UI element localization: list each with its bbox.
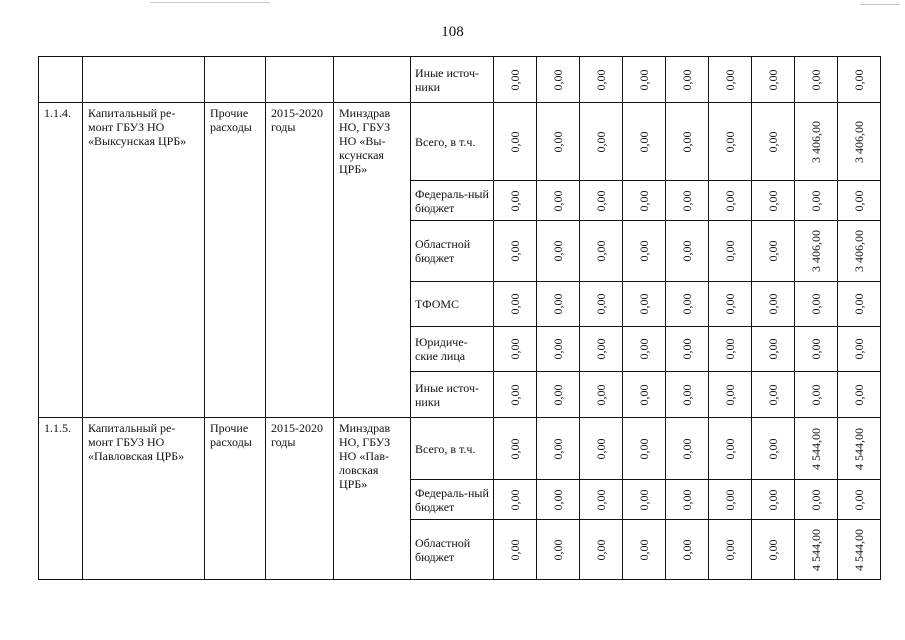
amount-value: 0,00 [637,438,651,459]
scan-artifact-line [860,4,900,5]
project-name-cell [83,57,205,103]
amount-value: 0,00 [551,539,565,560]
value-cell [709,520,752,580]
amount-value: 0,00 [766,384,780,405]
funding-source-cell [411,480,494,520]
amount-value: 0,00 [680,539,694,560]
value-cell [623,103,666,181]
value-cell [623,221,666,282]
value-cell [494,181,537,221]
page-number: 108 [441,24,464,40]
amount-value: 0,00 [809,489,823,510]
value-cell [537,57,580,103]
amount-value: 3 406,00 [852,120,866,163]
amount-value: 0,00 [594,190,608,211]
value-cell [580,282,623,327]
value-cell [494,480,537,520]
value-cell [752,221,795,282]
value-cell [709,103,752,181]
value-cell [580,480,623,520]
amount-value: 0,00 [766,69,780,90]
amount-value: 0,00 [508,190,522,211]
value-cell [623,520,666,580]
amount-value: 0,00 [680,438,694,459]
value-cell [580,327,623,372]
value-cell [838,221,881,282]
funding-source: Федераль-ный бюджет [415,485,489,514]
amount-value: 0,00 [766,293,780,315]
project-name-cell [83,418,205,580]
funding-source-cell [411,520,494,580]
value-cell [494,418,537,480]
value-cell [795,520,838,580]
amount-value: 0,00 [551,190,565,211]
value-cell [838,181,881,221]
value-cell [537,480,580,520]
value-cell [537,520,580,580]
value-cell [537,221,580,282]
expense-type [205,57,265,60]
value-cell [623,57,666,103]
value-cell [752,282,795,327]
amount-value: 0,00 [680,384,694,405]
value-cell [580,418,623,480]
amount-value: 0,00 [594,539,608,560]
amount-value: 0,00 [551,69,565,90]
amount-value: 0,00 [594,438,608,459]
expense-type-cell [205,103,266,418]
amount-value: 0,00 [680,190,694,211]
project-years: 2015-2020 годы [271,421,323,449]
value-cell [709,221,752,282]
funding-source-cell [411,103,494,181]
amount-value: 0,00 [594,131,608,152]
project-years: 2015-2020 годы [271,106,323,134]
amount-value: 3 406,00 [809,120,823,163]
value-cell [580,520,623,580]
expense-type: Прочие расходы [210,421,252,449]
amount-value: 0,00 [852,489,866,510]
value-cell [623,282,666,327]
value-cell [580,57,623,103]
amount-value: 0,00 [680,489,694,510]
amount-value: 0,00 [508,240,522,262]
amount-value: 0,00 [852,293,866,315]
project-name: Капитальный ре-монт ГБУЗ НО «Павловская ЦРБ» [88,421,185,463]
funding-source-cell [411,57,494,103]
value-cell [795,221,838,282]
value-cell [494,103,537,181]
amount-value: 0,00 [594,240,608,262]
amount-value: 0,00 [508,338,522,360]
funding-source: Всего, в т.ч. [415,441,476,456]
value-cell [795,282,838,327]
project-name: Капитальный ре-монт ГБУЗ НО «Выксунская ЦРБ» [88,106,187,148]
amount-value: 0,00 [809,293,823,315]
project-number-cell [39,418,83,580]
value-cell [709,282,752,327]
project-executor-cell [334,103,411,418]
value-cell [795,372,838,418]
value-cell [838,520,881,580]
value-cell [752,57,795,103]
project-number: 1.1.4. [44,106,71,120]
value-cell [795,418,838,480]
value-cell [795,327,838,372]
value-cell [580,103,623,181]
amount-value: 0,00 [508,131,522,152]
value-cell [752,520,795,580]
amount-value: 4 544,00 [852,528,866,571]
value-cell [709,57,752,103]
amount-value: 0,00 [723,190,737,211]
amount-value: 0,00 [508,438,522,459]
value-cell [666,327,709,372]
value-cell [752,103,795,181]
value-cell [666,520,709,580]
amount-value: 0,00 [723,438,737,459]
value-cell [795,181,838,221]
amount-value: 0,00 [594,293,608,315]
value-cell [623,181,666,221]
amount-value: 0,00 [508,384,522,405]
funding-source: Областной бюджет [415,535,471,564]
amount-value: 0,00 [637,293,651,315]
project-executor [334,57,410,60]
value-cell [838,480,881,520]
value-cell [666,418,709,480]
amount-value: 0,00 [594,384,608,405]
funding-source-cell [411,221,494,282]
value-cell [709,480,752,520]
value-cell [838,103,881,181]
amount-value: 0,00 [594,338,608,360]
amount-value: 0,00 [551,293,565,315]
value-cell [709,372,752,418]
value-cell [752,372,795,418]
amount-value: 0,00 [723,384,737,405]
project-name [83,57,204,60]
value-cell [838,57,881,103]
value-cell [752,327,795,372]
value-cell [537,327,580,372]
value-cell [752,418,795,480]
value-cell [666,480,709,520]
value-cell [752,480,795,520]
value-cell [795,57,838,103]
amount-value: 0,00 [551,131,565,152]
project-years-cell [266,103,334,418]
amount-value: 0,00 [637,240,651,262]
amount-value: 0,00 [637,131,651,152]
value-cell [537,418,580,480]
amount-value: 0,00 [637,489,651,510]
amount-value: 0,00 [766,539,780,560]
amount-value: 0,00 [637,338,651,360]
amount-value: 0,00 [723,338,737,360]
amount-value: 0,00 [723,69,737,90]
project-executor: Минздрав НО, ГБУЗ НО «Вы-ксунская ЦРБ» [339,106,391,176]
amount-value: 0,00 [551,240,565,262]
value-cell [838,282,881,327]
amount-value: 0,00 [723,489,737,510]
amount-value: 0,00 [723,131,737,152]
amount-value: 0,00 [766,131,780,152]
funding-source-cell [411,181,494,221]
project-number-cell [39,57,83,103]
value-cell [494,57,537,103]
amount-value: 0,00 [766,438,780,459]
amount-value: 0,00 [766,240,780,262]
amount-value: 0,00 [852,190,866,211]
budget-table [38,56,881,580]
funding-source-cell [411,372,494,418]
funding-source-cell [411,418,494,480]
value-cell [537,103,580,181]
amount-value: 0,00 [723,539,737,560]
value-cell [494,372,537,418]
amount-value: 0,00 [766,190,780,211]
value-cell [580,221,623,282]
project-executor: Минздрав НО, ГБУЗ НО «Пав-ловская ЦРБ» [339,421,391,491]
amount-value: 0,00 [680,240,694,262]
amount-value: 3 406,00 [852,230,866,272]
amount-value: 0,00 [508,293,522,315]
value-cell [838,372,881,418]
amount-value: 0,00 [508,539,522,560]
value-cell [494,221,537,282]
value-cell [666,181,709,221]
project-executor-cell [334,57,411,103]
amount-value: 0,00 [637,384,651,405]
value-cell [666,103,709,181]
value-cell [752,181,795,221]
scan-artifact-line [150,2,270,3]
value-cell [537,181,580,221]
expense-type: Прочие расходы [210,106,252,134]
funding-source: Юридиче-ские лица [415,335,468,363]
amount-value: 0,00 [809,69,823,90]
funding-source: Областной бюджет [415,237,471,265]
amount-value: 0,00 [508,69,522,90]
expense-type-cell [205,418,266,580]
amount-value: 4 544,00 [809,528,823,571]
amount-value: 0,00 [637,190,651,211]
value-cell [623,327,666,372]
value-cell [494,520,537,580]
amount-value: 0,00 [852,69,866,90]
value-cell [709,181,752,221]
value-cell [623,480,666,520]
amount-value: 0,00 [594,69,608,90]
value-cell [709,418,752,480]
amount-value: 0,00 [551,438,565,459]
amount-value: 0,00 [809,190,823,211]
value-cell [795,480,838,520]
table-row [39,57,881,103]
project-executor-cell [334,418,411,580]
amount-value: 0,00 [723,240,737,262]
funding-source: Федераль-ный бюджет [415,186,489,215]
value-cell [537,282,580,327]
value-cell [537,372,580,418]
table-row [39,103,881,181]
amount-value: 0,00 [551,384,565,405]
value-cell [494,282,537,327]
value-cell [666,282,709,327]
amount-value: 0,00 [680,338,694,360]
amount-value: 0,00 [852,384,866,405]
amount-value: 0,00 [551,489,565,510]
value-cell [709,327,752,372]
funding-source: Всего, в т.ч. [415,134,476,149]
value-cell [580,372,623,418]
amount-value: 0,00 [680,69,694,90]
project-years [266,57,333,60]
value-cell [666,221,709,282]
amount-value: 3 406,00 [809,230,823,272]
amount-value: 4 544,00 [852,427,866,470]
value-cell [623,418,666,480]
amount-value: 0,00 [637,539,651,560]
value-cell [838,418,881,480]
amount-value: 0,00 [852,338,866,360]
amount-value: 4 544,00 [809,427,823,470]
value-cell [666,57,709,103]
amount-value: 0,00 [809,338,823,360]
table-row [39,418,881,480]
project-name-cell [83,103,205,418]
value-cell [838,327,881,372]
amount-value: 0,00 [637,69,651,90]
project-years-cell [266,57,334,103]
value-cell [666,372,709,418]
amount-value: 0,00 [680,131,694,152]
funding-source: ТФОМС [415,297,460,311]
amount-value: 0,00 [766,489,780,510]
amount-value: 0,00 [809,384,823,405]
value-cell [795,103,838,181]
project-years-cell [266,418,334,580]
funding-source: Иные источ-ники [415,380,480,409]
project-number: 1.1.5. [44,421,71,435]
project-number [39,57,82,60]
expense-type-cell [205,57,266,103]
amount-value: 0,00 [680,293,694,315]
amount-value: 0,00 [594,489,608,510]
amount-value: 0,00 [508,489,522,510]
funding-source-cell [411,327,494,372]
funding-source: Иные источ-ники [415,65,480,94]
amount-value: 0,00 [723,293,737,315]
value-cell [494,327,537,372]
value-cell [623,372,666,418]
amount-value: 0,00 [551,338,565,360]
amount-value: 0,00 [766,338,780,360]
value-cell [580,181,623,221]
funding-source-cell [411,282,494,327]
project-number-cell [39,103,83,418]
